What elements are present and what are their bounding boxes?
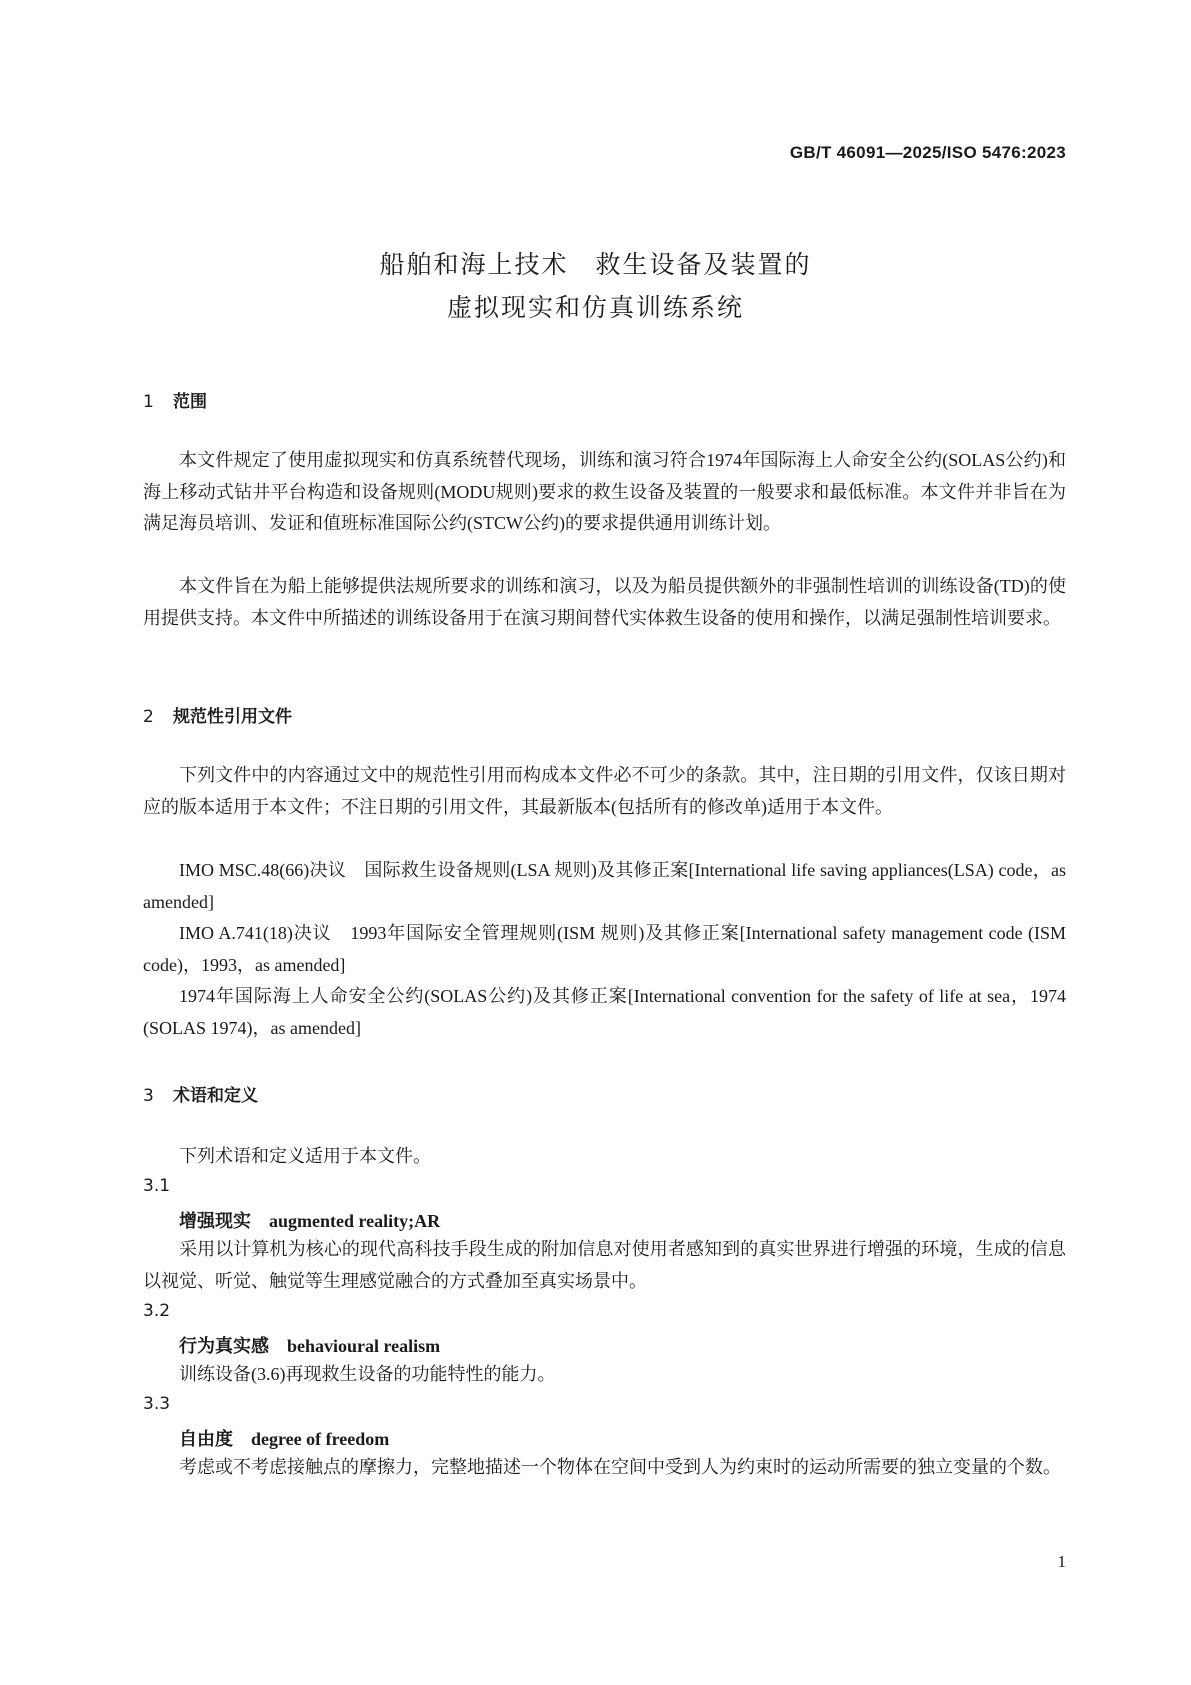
clause-number: 3.2 (143, 1301, 171, 1321)
paragraph: 本文件旨在为船上能够提供法规所要求的训练和演习，以及为船员提供额外的非强制性培训的训练设备(TD)的使用提供支持。本文件中所描述的训练设备用于在演习期间替代实体救生设备的使用和操作，以满足强制性培训要求。 (143, 576, 1066, 628)
term-definition: 采用以计算机为核心的现代高科技手段生成的附加信息对使用者感知到的真实世界进行增强的环境，生成的信息以视觉、听觉、触觉等生理感觉融合的方式叠加至真实场景中。 (143, 1239, 1066, 1291)
term-heading (179, 1207, 440, 1233)
page-number: 1 (1057, 1552, 1066, 1571)
reference-item: 1974年国际海上人命安全公约(SOLAS公约)及其修正案[International convention for the safety of life at sea，1974 (SOLAS 1974)，as amended] (143, 986, 1066, 1038)
term-definition: 训练设备(3.6)再现救生设备的功能特性的能力。 (179, 1364, 556, 1384)
paragraph: 本文件规定了使用虚拟现实和仿真系统替代现场，训练和演习符合1974年国际海上人命安全公约(SOLAS公约)和海上移动式钻井平台构造和设备规则(MODU规则)要求的救生设备及装置的一般要求和最低标准。本文件并非旨在为满足海员培训、发证和值班标准国际公约(STCW公约)的要求提供通用训练计划。 (143, 450, 1066, 533)
term-en: behavioural realism (287, 1336, 441, 1356)
term-zh: 增强现实 (179, 1211, 251, 1231)
section-number: 2 (143, 707, 154, 727)
document-title-line1: 船舶和海上技术 救生设备及装置的 (379, 250, 812, 279)
standard-number-header: GB/T 46091—2025/ISO 5476:2023 (789, 143, 1066, 162)
clause-number: 3.3 (143, 1394, 171, 1414)
term-en: degree of freedom (251, 1429, 390, 1449)
document-title-line2: 虚拟现实和仿真训练系统 (446, 293, 744, 322)
term-zh: 自由度 (179, 1429, 233, 1449)
section-title: 术语和定义 (173, 1086, 258, 1106)
term-definition: 考虑或不考虑接触点的摩擦力，完整地描述一个物体在空间中受到人为约束时的运动所需要的独立变量的个数。 (179, 1457, 1061, 1477)
reference-item: IMO A.741(18)决议 1993年国际安全管理规则(ISM 规则)及其修正案[International safety management code (ISM code)，1993，as amended] (143, 923, 1066, 975)
section-title: 范围 (173, 392, 207, 412)
reference-item: IMO MSC.48(66)决议 国际救生设备规则(LSA 规则)及其修正案[International life saving appliances(LSA) code，as amended] (143, 860, 1066, 912)
section-heading-scope (143, 387, 207, 412)
term-heading (179, 1332, 440, 1358)
paragraph: 下列术语和定义适用于本文件。 (179, 1146, 431, 1166)
term-heading (179, 1425, 389, 1451)
paragraph: 下列文件中的内容通过文中的规范性引用而构成本文件必不可少的条款。其中，注日期的引用文件，仅该日期对应的版本适用于本文件；不注日期的引用文件，其最新版本(包括所有的修改单)适用于本文件。 (143, 765, 1066, 817)
term-en: augmented reality;AR (269, 1211, 441, 1231)
term-zh: 行为真实感 (179, 1336, 269, 1356)
section-heading-normative-references (143, 702, 292, 727)
section-number: 3 (143, 1086, 154, 1106)
section-heading-terms-definitions (143, 1081, 258, 1106)
clause-number: 3.1 (143, 1176, 171, 1196)
section-number: 1 (143, 392, 154, 412)
section-title: 规范性引用文件 (173, 707, 292, 727)
